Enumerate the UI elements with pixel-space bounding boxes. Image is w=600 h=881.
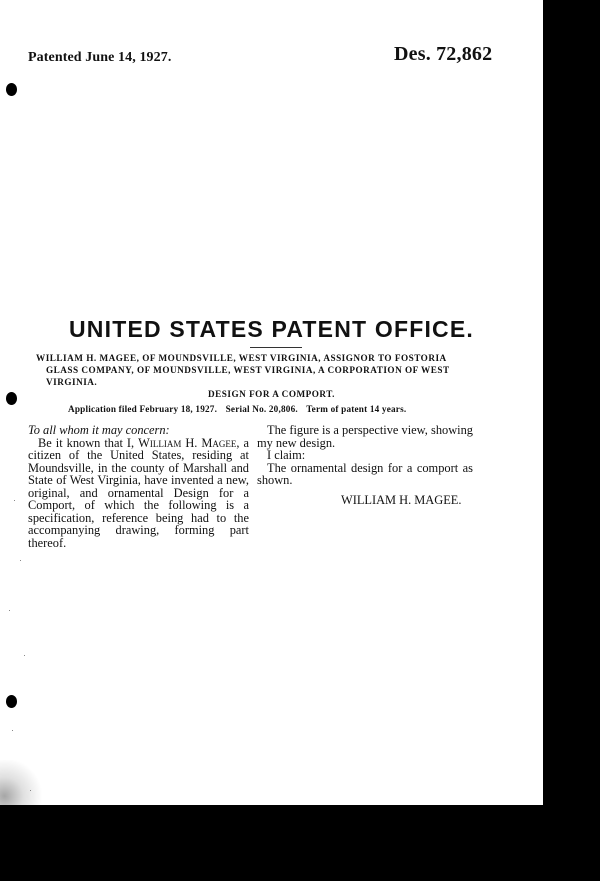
binder-hole-1 (6, 83, 17, 96)
scan-speck (12, 730, 13, 731)
signature: WILLIAM H. MAGEE. (341, 492, 462, 507)
intro-start: Be it known that I, (38, 435, 139, 450)
scan-bottom-border (0, 805, 600, 881)
binder-hole-3 (6, 695, 17, 708)
scan-speck (24, 655, 25, 656)
inventor-name: William H. Magee (138, 435, 237, 450)
scan-speck (20, 560, 21, 561)
title-rule (250, 347, 302, 348)
figure-description: The figure is a perspective view, showing my new design. (257, 423, 473, 450)
assignor-line: WILLIAM H. MAGEE, OF MOUNDSVILLE, WEST VIRGINIA, ASSIGNOR TO FOSTORIA (36, 353, 447, 363)
specification-paragraph (28, 437, 249, 550)
scan-corner-shadow (0, 760, 45, 805)
assignor-line: VIRGINIA. (46, 377, 98, 387)
right-column (257, 424, 473, 506)
intro-rest: , a citizen of the United States, residing at Moundsville, in the county of Marshall and State of West Virginia, have invented a new, original, and ornamental Design for a Comport, of which the following is a specification, reference being had to the accompanying drawing, forming part thereof. (28, 435, 249, 550)
application-filed: Application filed February 18, 1927. (68, 404, 218, 414)
scan-top-edge (0, 0, 543, 6)
patent-term: Term of patent 14 years. (306, 404, 407, 414)
scan-speck (9, 610, 10, 611)
scan-speck (30, 790, 31, 791)
greeting: To all whom it may concern: (28, 423, 170, 437)
office-title: UNITED STATES PATENT OFFICE. (68, 316, 474, 342)
claim-label: I claim: (267, 448, 306, 462)
design-title: DESIGN FOR A COMPORT. (208, 389, 335, 399)
serial-number: Serial No. 20,806. (225, 404, 298, 414)
design-number: Des. 72,862 (394, 43, 493, 65)
left-column (28, 424, 249, 549)
patented-date: Patented June 14, 1927. (28, 50, 172, 65)
scan-speck (14, 500, 15, 501)
claim-text: The ornamental design for a comport as shown. (257, 460, 473, 487)
scan-right-border (543, 0, 600, 881)
application-line (68, 404, 412, 414)
assignor-block (36, 352, 476, 388)
assignor-line: GLASS COMPANY, OF MOUNDSVILLE, WEST VIRGINIA, A CORPORATION OF WEST (46, 365, 450, 375)
